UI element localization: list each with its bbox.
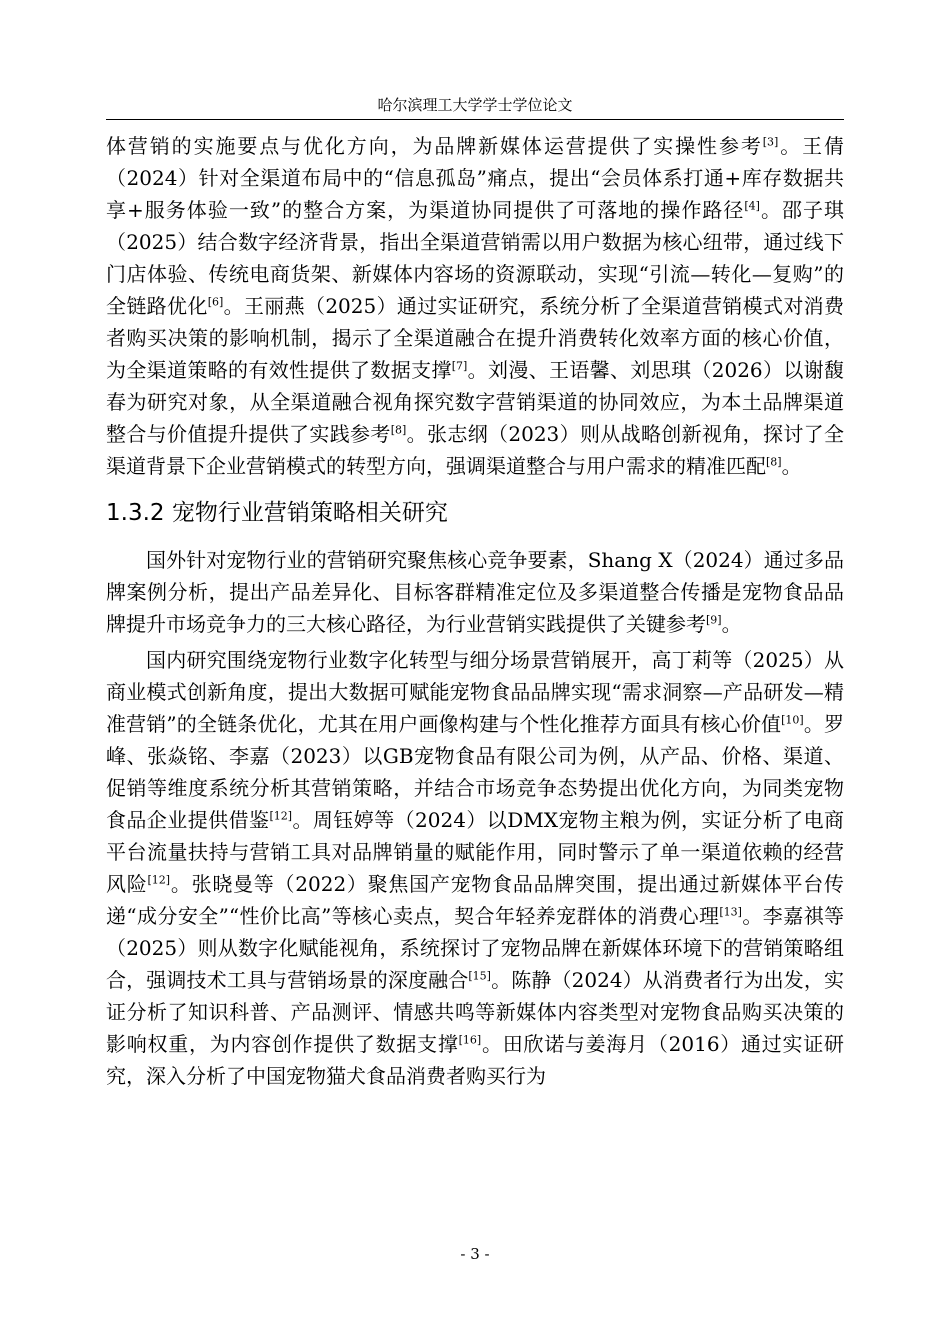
paragraph-channel-research — [106, 130, 844, 482]
paragraph-domestic-research — [106, 644, 844, 1092]
paragraph-foreign-research — [106, 544, 844, 640]
text-span: 体营销的实施要点与优化方向，为品牌新媒体运营提供了实操性参考 — [106, 134, 763, 158]
header-rule — [106, 119, 844, 120]
running-header: 哈尔滨理工大学学士学位论文 — [377, 96, 573, 114]
citation: [15] — [468, 969, 491, 983]
citation: [3] — [762, 135, 779, 149]
text-span: 。刘漫、王语馨、刘思琪（2026）以谢馥春为研究对象，从全渠道融合视角探究数字营销渠道的协同效应，为本土品牌渠道整合与价值提升提供了实践参考 — [106, 358, 844, 446]
text-span: 。 — [781, 454, 802, 478]
citation: [9] — [706, 613, 722, 627]
text-span: 。王倩（2024）针对全渠道布局中的“信息孤岛”痛点，提出“会员体系打通+库存数据共享+服务体验一致”的整合方案，为渠道协同提供了可落地的操作路径 — [106, 134, 845, 222]
text-span: 。张志纲（2023）则从战略创新视角，探讨了全渠道背景下企业营销模式的转型方向，强调渠道整合与用户需求的精准匹配 — [106, 422, 845, 478]
page-number: - 3 - — [460, 1245, 490, 1263]
text-span: 。 — [721, 612, 742, 636]
text-span: 。田欣诺与姜海月（2016）通过实证研究，深入分析了中国宠物猫犬食品消费者购买行为 — [106, 1032, 844, 1088]
citation: [12] — [269, 809, 293, 823]
text-span: 。罗峰、张焱铭、李嘉（2023）以GB宠物食品有限公司为例，从产品、价格、渠道、促销等维度系统分析其营销策略，并结合市场竞争态势提出优化方向，为同类宠物食品企业提供借鉴 — [106, 712, 844, 832]
citation: [7] — [451, 359, 468, 373]
section-heading: 1.3.2 宠物行业营销策略相关研究 — [106, 500, 448, 526]
text-span: 。李嘉祺等（2025）则从数字化赋能视角，系统探讨了宠物品牌在新媒体环境下的营销策略组合，强调技术工具与营销场景的深度融合 — [106, 904, 844, 992]
citation: [10] — [781, 713, 804, 727]
text-span: 。陈静（2024）从消费者行为出发，实证分析了知识科普、产品测评、情感共鸣等新媒体内容类型对宠物食品购买决策的影响权重，为内容创作提供了数据支撑 — [106, 968, 845, 1056]
citation: [6] — [207, 295, 224, 309]
citation: [12] — [147, 873, 171, 887]
text-span: 。邵子琪（2025）结合数字经济背景，指出全渠道营销需以用户数据为核心纽带，通过线下门店体验、传统电商货架、新媒体内容场的资源联动，实现“引流—转化—复购”的全链路优化 — [106, 198, 845, 318]
text-span: 。王丽燕（2025）通过实证研究，系统分析了全渠道营销模式对消费者购买决策的影响机制，揭示了全渠道融合在提升消费转化效率方面的核心价值，为全渠道策略的有效性提供了数据支撑 — [106, 294, 845, 382]
citation: [16] — [458, 1033, 482, 1047]
text-span: 。周钰婷等（2024）以DMX宠物主粮为例，实证分析了电商平台流量扶持与营销工具对品牌销量的赋能作用，同时警示了单一渠道依赖的经营风险 — [106, 808, 844, 896]
body-text — [106, 130, 844, 1092]
citation: [8] — [390, 423, 407, 437]
text-span: 国外针对宠物行业的营销研究聚焦核心竞争要素，Shang X（2024）通过多品牌案例分析，提出产品差异化、目标客群精准定位及多渠道整合传播是宠物食品品牌提升市场竞争力的三大核心路径，为行业营销实践提供了关键参考 — [106, 548, 844, 636]
text-span: 。张晓曼等（2022）聚焦国产宠物食品品牌突围，提出通过新媒体平台传递“成分安全”“性价比高”等核心卖点，契合年轻养宠群体的消费心理 — [106, 872, 845, 928]
citation: [13] — [719, 905, 742, 919]
citation: [4] — [744, 199, 760, 213]
text-span: 国内研究围绕宠物行业数字化转型与细分场景营销展开，高丁莉等（2025）从商业模式创新角度，提出大数据可赋能宠物食品品牌实现“需求洞察—产品研发—精准营销”的全链条优化，尤其在用户画像构建与个性化推荐方面具有核心价值 — [106, 648, 844, 736]
citation: [8] — [766, 455, 782, 469]
